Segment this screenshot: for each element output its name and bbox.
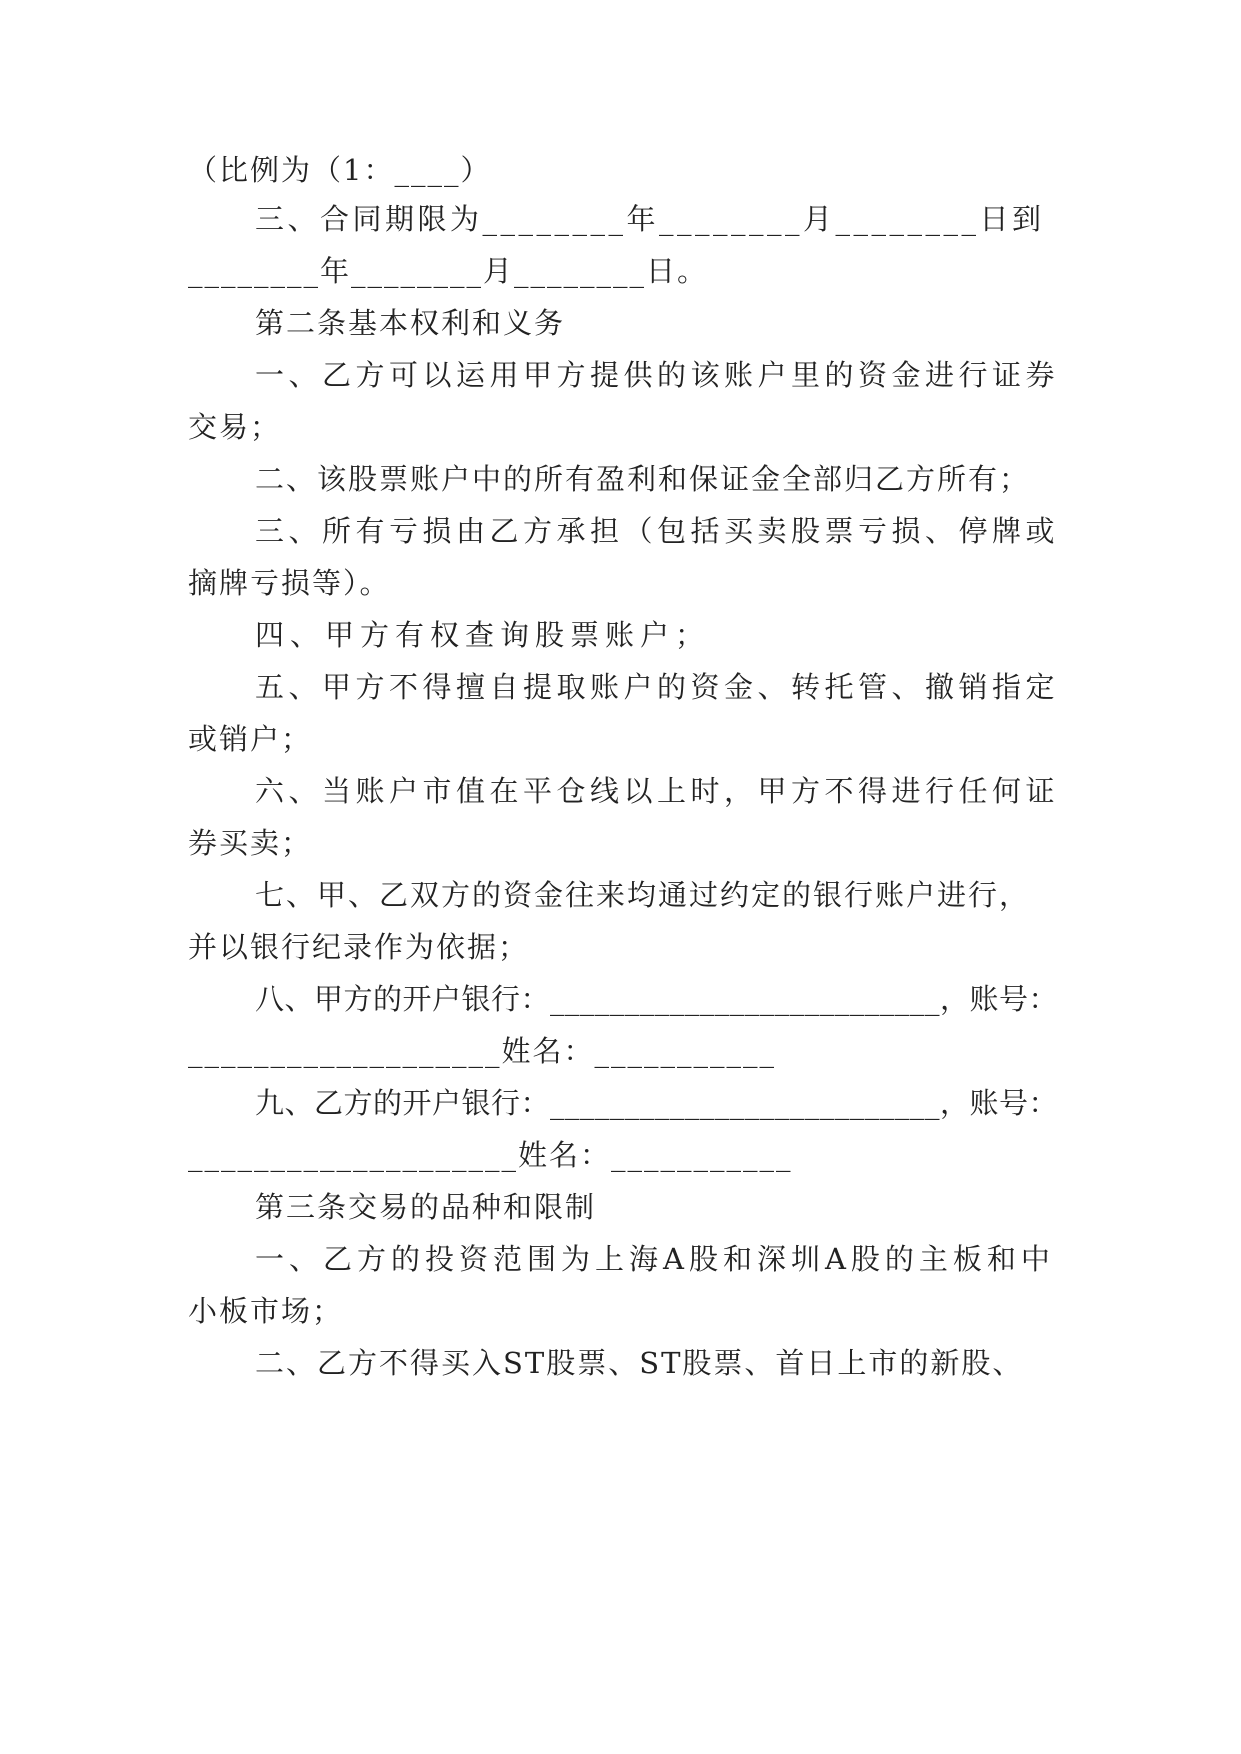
section-heading: 第三条交易的品种和限制 — [255, 1190, 597, 1224]
text-line: 九、乙方的开户银行：__________________________，账号： — [255, 1086, 1059, 1120]
text-line: 二、乙方不得买入ST股票、ST股票、首日上市的新股、 — [255, 1346, 1024, 1380]
text-line: 四、甲方有权查询股票账户； — [255, 618, 711, 652]
text-line: 或销户； — [188, 722, 313, 756]
text-line: 摘牌亏损等）。 — [188, 566, 391, 600]
text-line: 小板市场； — [188, 1294, 344, 1328]
text-line: 八、甲方的开户银行：__________________________，账号： — [255, 982, 1059, 1016]
text-line: ________年________月________日。 — [188, 254, 709, 288]
text-line: 一、乙方的投资范围为上海A股和深圳A股的主板和中 — [255, 1242, 1055, 1276]
text-line: （比例为（1：____） — [188, 153, 492, 187]
text-line: 交易； — [188, 410, 282, 444]
text-line: 三、合同期限为________年________月________日到 — [255, 202, 1045, 236]
text-line: 并以银行纪录作为依据； — [188, 930, 530, 964]
text-line: ___________________姓名：___________ — [188, 1034, 777, 1068]
text-line: 七、甲、乙双方的资金往来均通过约定的银行账户进行， — [255, 878, 1031, 912]
text-line: 三、所有亏损由乙方承担（包括买卖股票亏损、停牌或 — [255, 514, 1060, 548]
text-line: 五、甲方不得擅自提取账户的资金、转托管、撤销指定 — [255, 670, 1060, 704]
section-heading: 第二条基本权利和义务 — [255, 306, 566, 340]
text-line: 六、当账户市值在平仓线以上时，甲方不得进行任何证 — [255, 774, 1060, 808]
text-line: 二、该股票账户中的所有盈利和保证金全部归乙方所有； — [255, 462, 1031, 496]
text-line: ____________________姓名：___________ — [188, 1138, 793, 1172]
text-line: 券买卖； — [188, 826, 313, 860]
text-line: 一、乙方可以运用甲方提供的该账户里的资金进行证券 — [255, 358, 1060, 392]
